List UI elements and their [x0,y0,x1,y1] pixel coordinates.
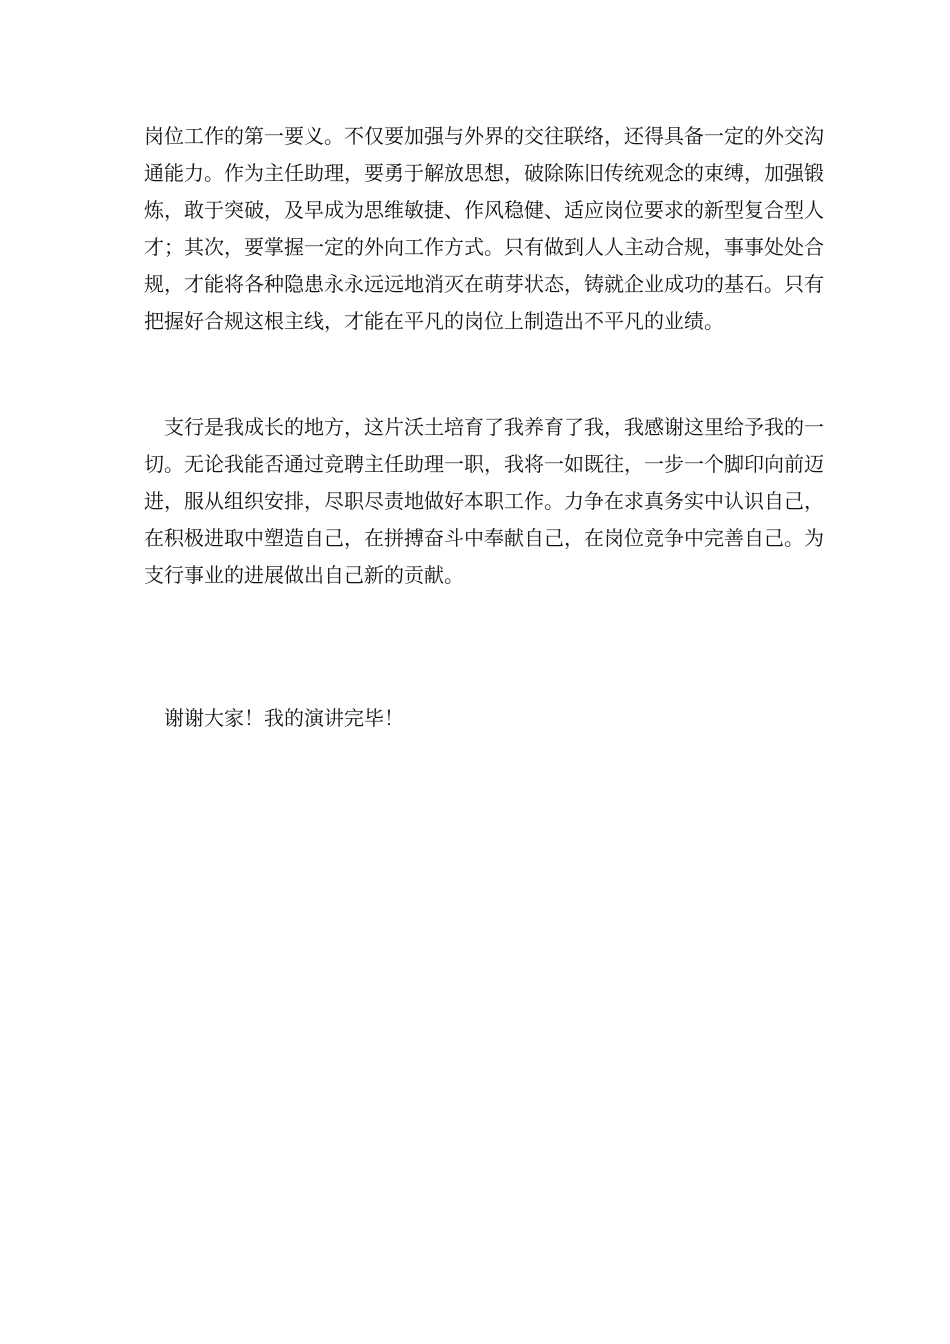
paragraph-line: 把握好合规这根主线，才能在平凡的岗位上制造出不平凡的业绩。 [144,309,724,333]
paragraph-line: 支行是我成长的地方，这片沃土培育了我养育了我，我感谢这里给予我的一 [164,415,824,439]
paragraph-line: 在积极进取中塑造自己，在拼搏奋斗中奉献自己，在岗位竞争中完善自己。为 [144,526,824,550]
paragraph-line: 规，才能将各种隐患永永远远地消灭在萌芽状态，铸就企业成功的基石。只有 [144,272,824,296]
closing-remark: 谢谢大家！我的演讲完毕！ [164,706,404,730]
paragraph-line: 支行事业的进展做出自己新的贡献。 [144,563,464,587]
paragraph-line: 炼，敢于突破，及早成为思维敏捷、作风稳健、适应岗位要求的新型复合型人 [144,198,824,222]
paragraph-line: 才；其次，要掌握一定的外向工作方式。只有做到人人主动合规，事事处处合 [144,235,824,259]
paragraph-line: 岗位工作的第一要义。不仅要加强与外界的交往联络，还得具备一定的外交沟 [144,124,824,148]
paragraph-line: 通能力。作为主任助理，要勇于解放思想，破除陈旧传统观念的束缚，加强锻 [144,161,824,185]
paragraph-line: 进，服从组织安排，尽职尽责地做好本职工作。力争在求真务实中认识自己， [144,489,824,513]
paragraph-line: 切。无论我能否通过竞聘主任助理一职，我将一如既往，一步一个脚印向前迈 [144,452,824,476]
